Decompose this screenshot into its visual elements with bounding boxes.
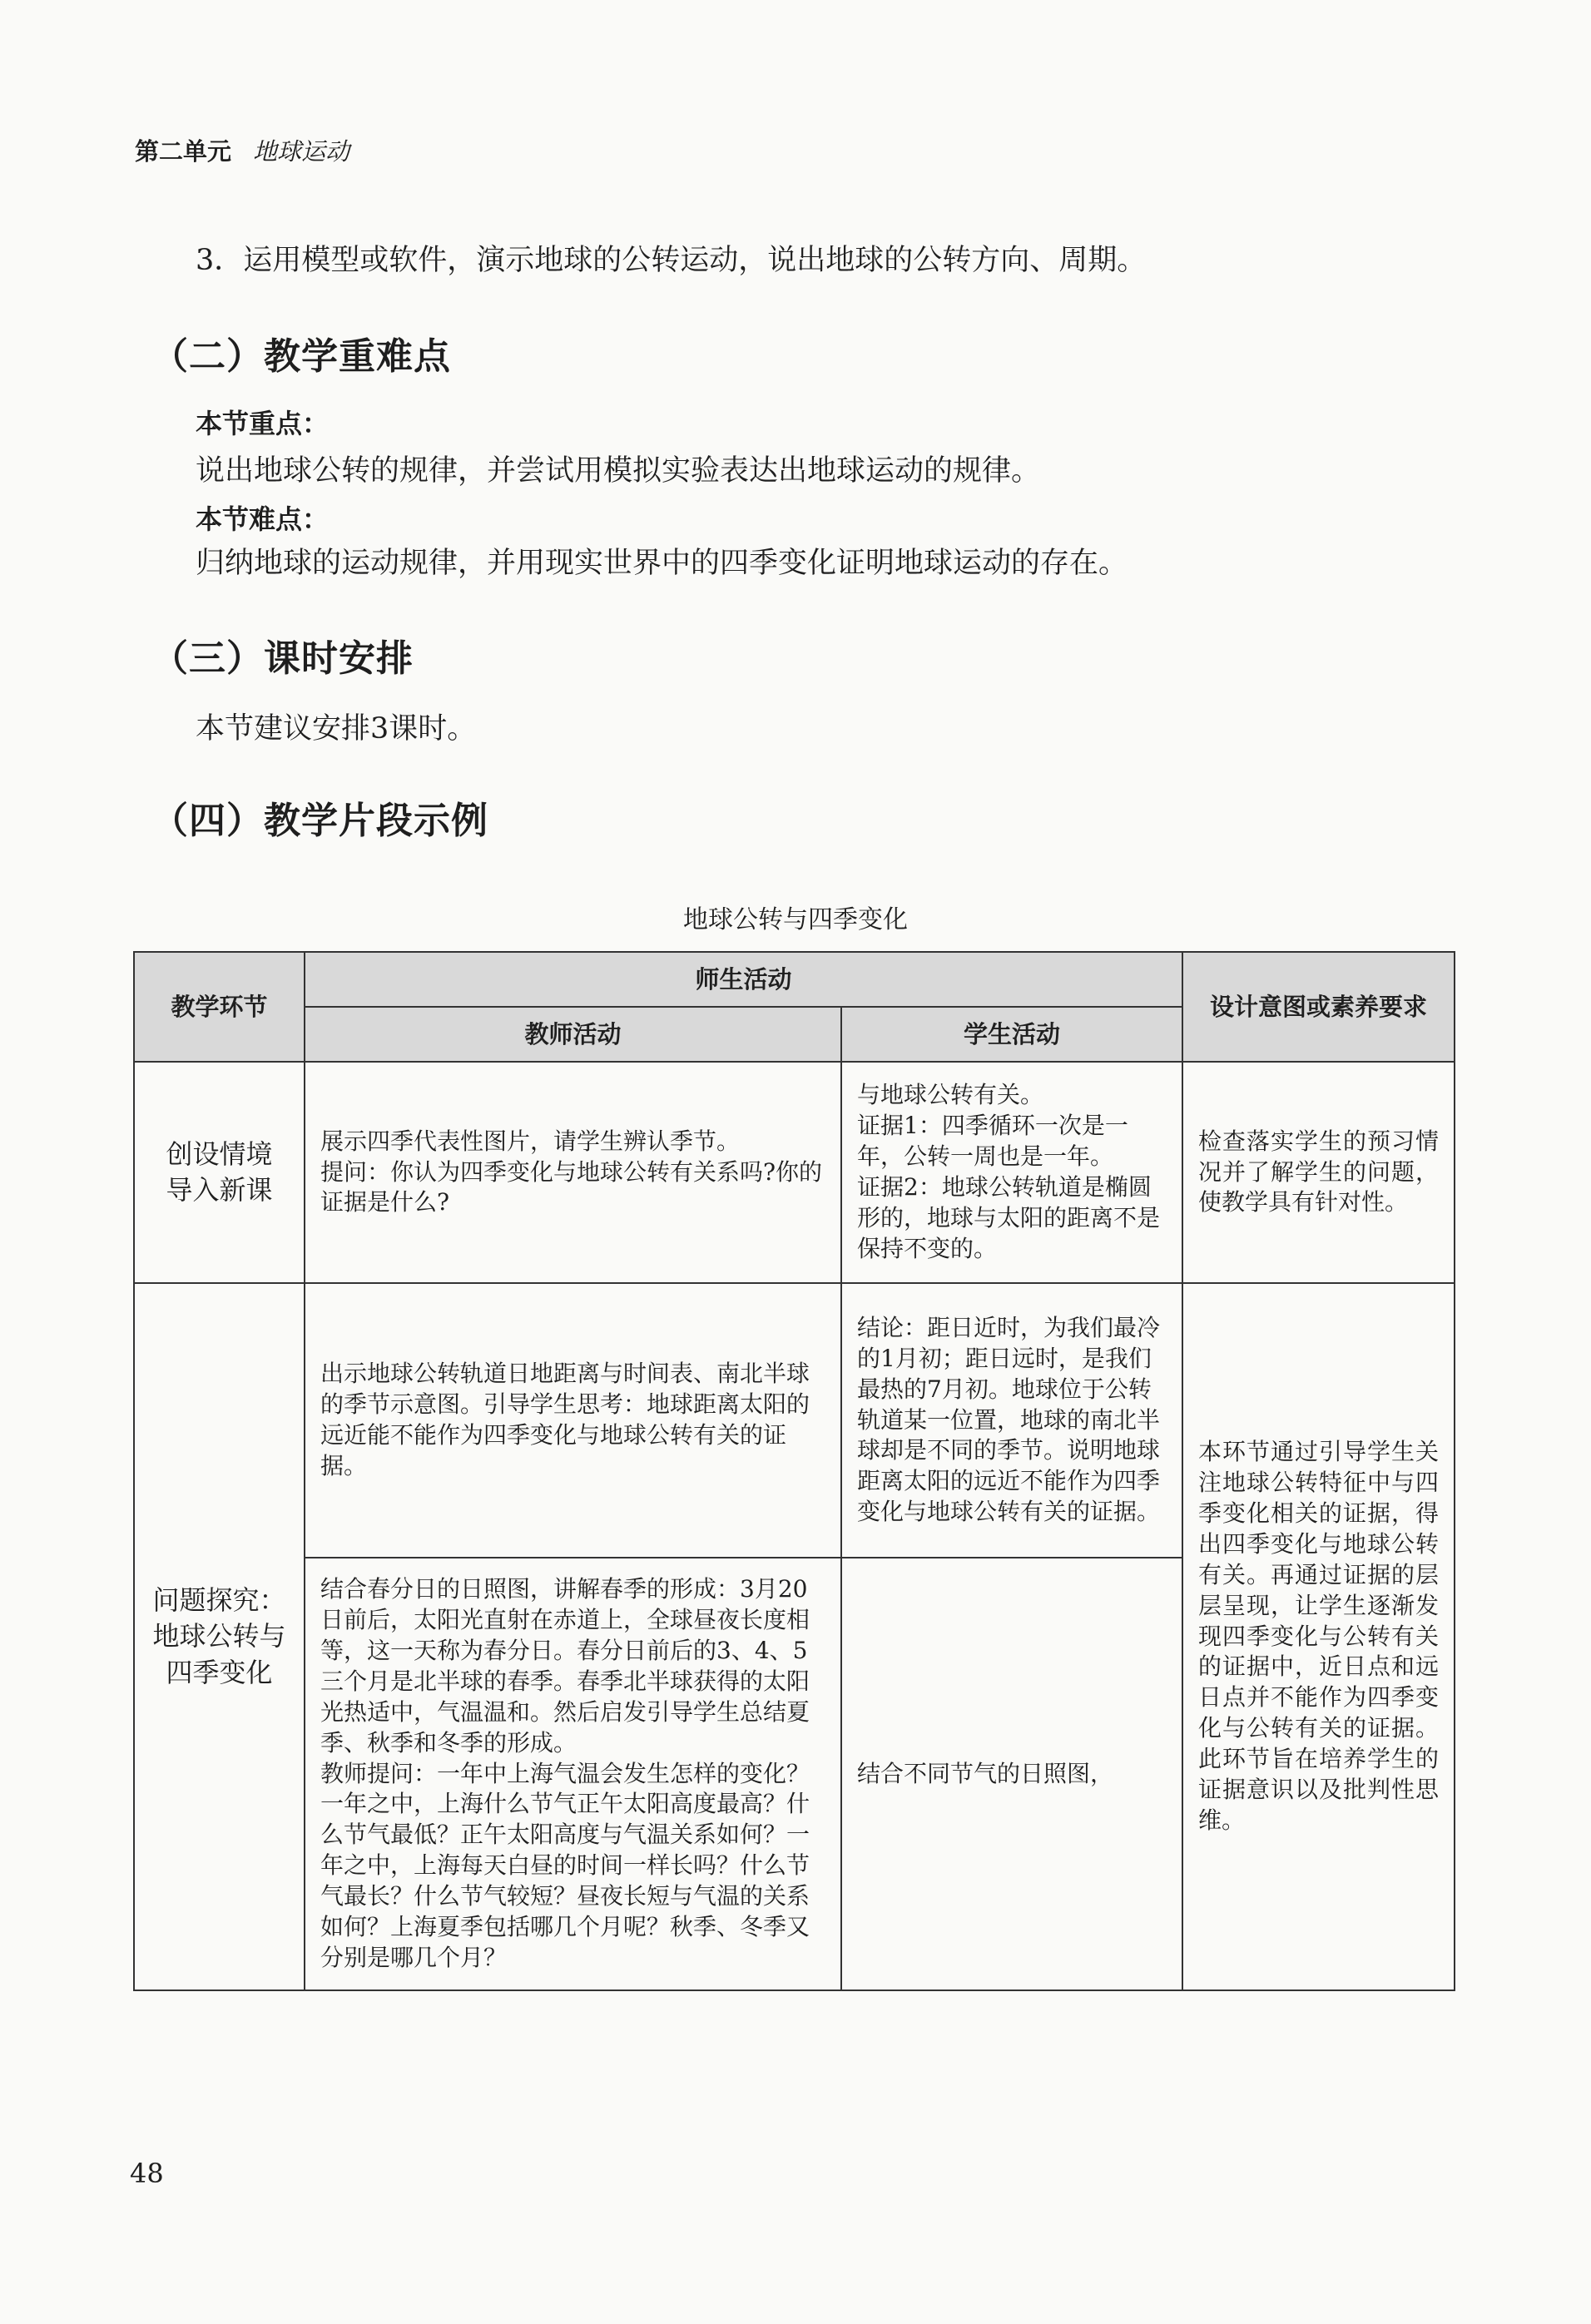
row1-stage: 创设情境 导入新课 [134, 1062, 305, 1283]
row2-stage: 问题探究： 地球公转与 四季变化 [134, 1283, 305, 1990]
key-point-label: 本节重点： [196, 408, 330, 439]
row2-teacher-b: 结合春分日的日照图，讲解春季的形成：3月20日前后，太阳光直射在赤道上，全球昼夜长度相等，这一天称为春分日。春分日前后的3、4、5三个月是北半球的春季。春季北半球获得的太阳光热适中，气温温和。然后启发引导学生总结夏季、秋季和冬季的形成。 教师提问：一年中上海气温会发生怎样的变化？一年之中，上海什么节气正午太阳高度最高？什么节气最低？正午太阳高度与气温关系如何？一年之中，上海每天白昼的时间一样长吗？什么节气最长？什么节气较短？昼夜长短与气温的关系如何？上海夏季包括哪几个月呢？秋季、冬季又分别是哪几个月？ [305, 1558, 841, 1990]
row1-teacher: 展示四季代表性图片，请学生辨认季节。 提问：你认为四季变化与地球公转有关系吗?你的证据是什么? [305, 1062, 841, 1283]
difficulty-label: 本节难点： [196, 503, 330, 535]
schedule-text: 本节建议安排3课时。 [196, 712, 477, 746]
row1-student: 与地球公转有关。 证据1：四季循环一次是一年，公转一周也是一年。 证据2：地球公转轨道是椭圆形的，地球与太阳的距离不是保持不变的。 [841, 1062, 1182, 1283]
header-activity: 师生活动 [305, 952, 1182, 1007]
lesson-table [133, 951, 1455, 1991]
section-2-title: （二）教学重难点 [151, 335, 451, 378]
difficulty-text: 归纳地球的运动规律，并用现实世界中的四季变化证明地球运动的存在。 [196, 547, 1128, 580]
row2-intent: 本环节通过引导学生关注地球公转特征中与四季变化相关的证据，得出四季变化与地球公转有关。再通过证据的层层呈现，让学生逐渐发现四季变化与公转有关的证据中，近日点和远日点并不能作为四季变化与公转有关的证据。此环节旨在培养学生的证据意识以及批判性思维。 [1182, 1283, 1455, 1990]
row2-student-b: 结合不同节气的日照图， [841, 1558, 1182, 1990]
row2-student-a: 结论：距日近时，为我们最冷的1月初；距日远时，是我们最热的7月初。地球位于公转轨道某一位置，地球的南北半球却是不同的季节。说明地球距离太阳的远近不能作为四季变化与地球公转有关的证据。 [841, 1283, 1182, 1558]
row1-intent: 检查落实学生的预习情况并了解学生的问题，使教学具有针对性。 [1182, 1062, 1455, 1283]
table-row [134, 1062, 1455, 1283]
section-4-title: （四）教学片段示例 [151, 800, 488, 842]
row2-teacher-a: 出示地球公转轨道日地距离与时间表、南北半球的季节示意图。引导学生思考：地球距离太阳的远近能不能作为四季变化与地球公转有关的证据。 [305, 1283, 841, 1558]
header-student: 学生活动 [841, 1007, 1182, 1062]
header-intent: 设计意图或素养要求 [1182, 952, 1455, 1062]
table-caption: 地球公转与四季变化 [683, 905, 908, 934]
header-stage: 教学环节 [134, 952, 305, 1062]
header-teacher: 教师活动 [305, 1007, 841, 1062]
goal-item-3: 3．运用模型或软件，演示地球的公转运动，说出地球的公转方向、周期。 [196, 244, 1147, 277]
key-point-text: 说出地球公转的规律，并尝试用模拟实验表达出地球运动的规律。 [196, 454, 1041, 488]
page-number: 48 [130, 2158, 164, 2189]
table-header-row [134, 952, 1455, 1007]
running-header [135, 133, 349, 167]
section-3-title: （三）课时安排 [151, 637, 414, 680]
unit-topic: 地球运动 [253, 137, 350, 166]
table-row [134, 1283, 1455, 1558]
unit-label: 第二单元 [135, 137, 232, 166]
